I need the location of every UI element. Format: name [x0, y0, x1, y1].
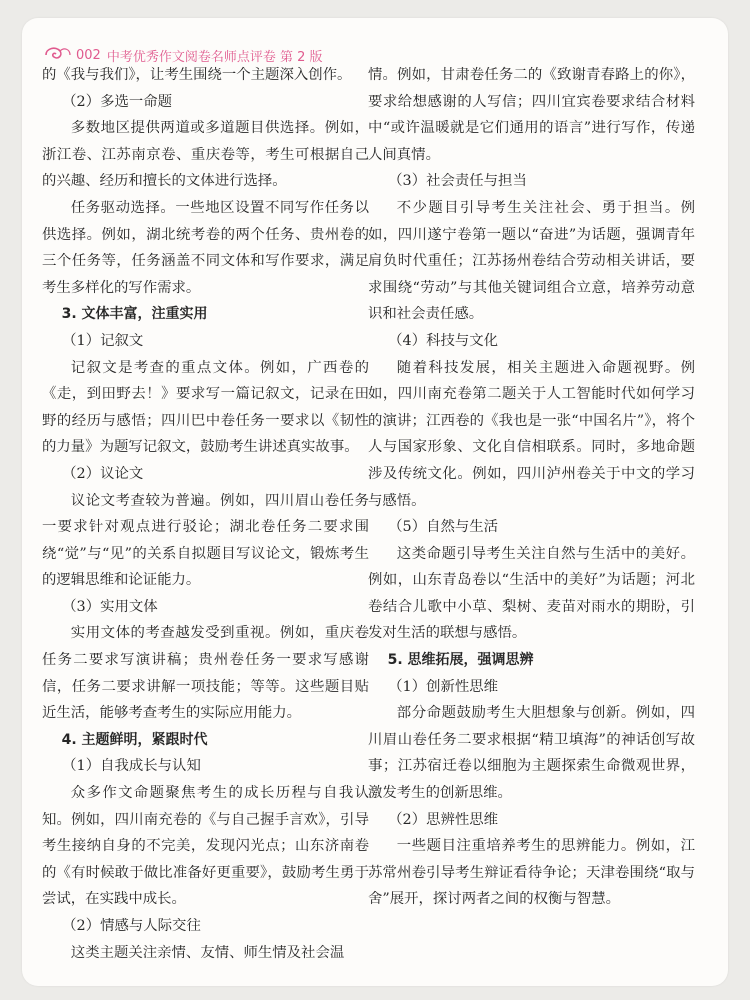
right-paragraph: 部分命题鼓励考生大胆想象与创新。例如，四川眉山卷任务二要求根据“精卫填海”的神话创写故事；江苏宿迁卷以细胞为主题探索生命微观世界，激发考生的创新思维。 — [368, 705, 695, 802]
left-paragraph: 多数地区提供两道或多道题目供选择。例如，浙江卷、江苏南京卷、重庆卷等，考生可根据自己的兴趣、经历和擅长的文体进行选择。 — [42, 120, 369, 190]
right-continued-paragraph: 情。例如，甘肃卷任务二的《致谢青春路上的你》，要求给想感谢的人写信；四川宜宾卷要求结合材料中“或许温暖就是它们通用的语言”进行写作，传递人间真情。 — [368, 67, 695, 163]
right-paragraph: 这类命题引导考生关注自然与生活中的美好。例如，山东青岛卷以“生活中的美好”为话题；河北卷结合儿歌中小草、梨树、麦苗对雨水的期盼，引发对生活的联想与感悟。 — [368, 545, 695, 642]
book-title: 中考优秀作文阅卷名师点评卷 第 2 版 — [106, 49, 323, 65]
left-subheading: （2）情感与人际交往 — [62, 918, 201, 934]
left-subheading: （1）自我成长与认知 — [62, 758, 201, 775]
right-subheading: （4）科技与文化 — [388, 332, 499, 349]
right-subheading: （2）思辨性思维 — [388, 811, 499, 828]
left-paragraph: 议论文考查较为普遍。例如，四川眉山卷任务一要求针对观点进行驳论；湖北卷任务二要求围绕“觉”与“见”的关系自拟题目写议论文，锻炼考生的逻辑思维和论证能力。 — [42, 492, 369, 589]
left-paragraph: 这类主题关注亲情、友情、师生情及社会温 — [70, 944, 345, 961]
right-paragraph: 随着科技发展，相关主题进入命题视野。例如，四川南充卷第二题关于人工智能时代如何学习的演讲；江西卷的《我也是一张“中国名片”》，将个人与国家形象、文化自信相联系。同时，多地命题涉及传统文化。例如，四川泸州卷关于中文的学习与感悟。 — [368, 359, 695, 509]
left-text-column — [42, 62, 369, 966]
left-subheading: （3）实用文体 — [62, 598, 158, 615]
right-paragraph: 不少题目引导考生关注社会、勇于担当。例如，四川遂宁卷第一题以“奋进”为话题，强调青年肩负时代重任；江苏扬州卷结合劳动相关讲话，要求围绕“劳动”与其他关键词组合立意，培养劳动意识和社会责任感。 — [368, 199, 695, 323]
left-section-heading: 3. 文体丰富，注重实用 — [61, 306, 208, 323]
page-number: 002 — [76, 47, 101, 63]
left-paragraph: 实用文体的考查越发受到重视。例如，重庆卷任务二要求写演讲稿；贵州卷任务一要求写感谢信，任务二要求讲解一项技能；等等。这些题目贴近生活，能够考查考生的实际应用能力。 — [42, 625, 369, 722]
right-text-column — [368, 62, 695, 913]
right-section-heading: 5. 思维拓展，强调思辨 — [387, 652, 534, 669]
right-subheading: （5）自然与生活 — [388, 519, 499, 536]
left-subheading: （1）记叙文 — [62, 332, 144, 349]
right-subheading: （3）社会责任与担当 — [388, 173, 527, 190]
left-paragraph: 任务驱动选择。一些地区设置不同写作任务以供选择。例如，湖北统考卷的两个任务、贵州卷的三个任务等，任务涵盖不同文体和写作要求，满足考生多样化的写作需求。 — [42, 199, 369, 296]
right-subheading: （1）创新性思维 — [388, 678, 499, 695]
left-section-heading: 4. 主题鲜明，紧跟时代 — [61, 731, 208, 748]
left-paragraph: 众多作文命题聚焦考生的成长历程与自我认知。例如，四川南充卷的《与自己握手言欢》，引导考生接纳自身的不完美，发现闪光点；山东济南卷的《有时候敢于做比准备好更重要》，鼓励考生勇于尝试，在实践中成长。 — [42, 785, 369, 908]
left-subheading: （2）多选一命题 — [62, 93, 173, 110]
left-continued-paragraph: 的《我与我们》，让考生围绕一个主题深入创作。 — [42, 67, 352, 83]
left-subheading: （2）议论文 — [62, 465, 144, 482]
right-paragraph: 一些题目注重培养考生的思辨能力。例如，江苏常州卷引导考生辩证看待争论；天津卷围绕“取与舍”展开，探讨两者之间的权衡与智慧。 — [368, 838, 695, 908]
left-paragraph: 记叙文是考查的重点文体。例如，广西卷的《走，到田野去！》要求写一篇记叙文，记录在田野的经历与感悟；四川巴中卷任务一要求以《韧性的力量》为题写记叙文，鼓励考生讲述真实故事。 — [42, 359, 369, 456]
